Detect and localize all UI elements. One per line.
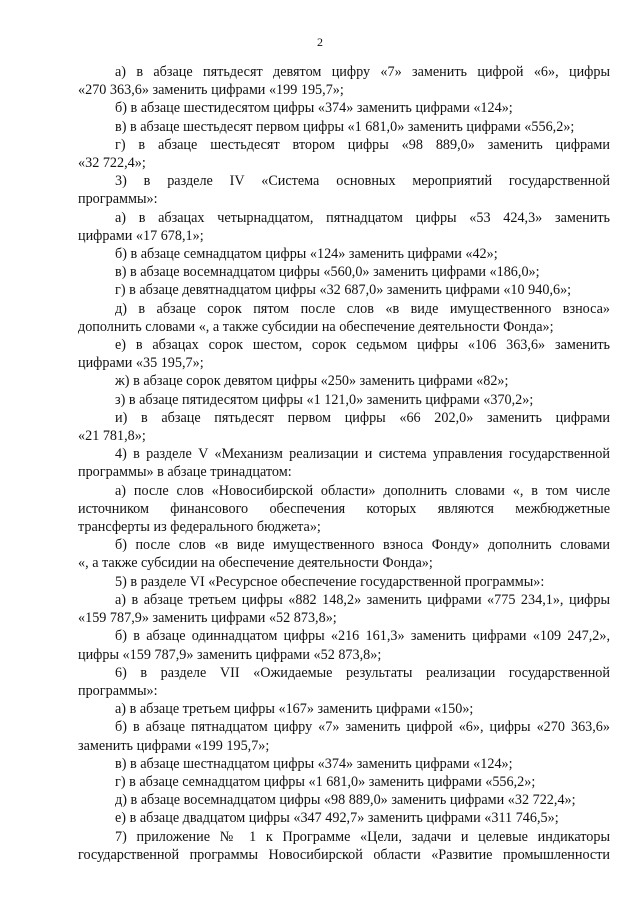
text-line: цифры «159 787,9» заменить цифрами «52 873,8»;: [78, 646, 382, 663]
text-line: цифрами «35 195,7»;: [78, 355, 204, 372]
text-line: г) в абзаце семнадцатом цифры «1 681,0» заменить цифрами «556,2»;: [115, 773, 536, 790]
text-line: «159 787,9» заменить цифрами «52 873,8»;: [78, 610, 337, 627]
text-line: 4) в разделе V «Механизм реализации и система управления государственной: [115, 446, 610, 463]
text-line: 3) в разделе IV «Система основных мероприятий государственной: [115, 173, 610, 190]
text-line: д) в абзаце сорок пятом после слов «в виде имущественного взноса»: [115, 300, 610, 317]
text-line: а) после слов «Новосибирской области» дополнить словами «, в том числе: [115, 482, 610, 499]
text-line: 7) приложение № 1 к Программе «Цели, задачи и целевые индикаторы: [115, 828, 610, 845]
text-line: и) в абзаце пятьдесят первом цифры «66 202,0» заменить цифрами: [115, 409, 610, 426]
text-line: цифрами «17 678,1»;: [78, 227, 204, 244]
text-line: г) в абзаце девятнадцатом цифры «32 687,0» заменить цифрами «10 940,6»;: [115, 282, 572, 299]
text-line: «270 363,6» заменить цифрами «199 195,7»;: [78, 82, 344, 99]
text-line: б) в абзаце одиннадцатом цифры «216 161,3» заменить цифрами «109 247,2»,: [115, 628, 610, 645]
text-line: а) в абзацах четырнадцатом, пятнадцатом цифры «53 424,3» заменить: [115, 209, 610, 226]
text-line: государственной программы Новосибирской области «Развитие промышленности: [78, 846, 610, 863]
text-line: д) в абзаце восемнадцатом цифры «98 889,0» заменить цифрами «32 722,4»;: [115, 792, 576, 809]
text-line: дополнить словами «, а также субсидии на обеспечение деятельности Фонда»;: [78, 318, 554, 335]
text-line: а) в абзаце пятьдесят девятом цифру «7» заменить цифрой «6», цифры: [115, 64, 610, 80]
text-line: «21 781,8»;: [78, 428, 146, 445]
text-line: б) в абзаце пятнадцатом цифру «7» заменить цифрой «6», цифры «270 363,6»: [115, 719, 610, 736]
text-line: программы»:: [78, 191, 158, 208]
text-line: ж) в абзаце сорок девятом цифры «250» заменить цифрами «82»;: [115, 373, 509, 390]
text-line: программы» в абзаце тринадцатом:: [78, 464, 292, 481]
text-line: трансферты из федерального бюджета»;: [78, 519, 321, 536]
text-line: 6) в разделе VII «Ожидаемые результаты реализации государственной: [115, 664, 610, 681]
text-line: программы»:: [78, 682, 158, 699]
text-line: б) в абзаце шестидесятом цифры «374» заменить цифрами «124»;: [115, 100, 513, 117]
text-line: в) в абзаце восемнадцатом цифры «560,0» заменить цифрами «186,0»;: [115, 264, 540, 281]
text-line: б) в абзаце семнадцатом цифры «124» заменить цифрами «42»;: [115, 246, 498, 263]
text-line: б) после слов «в виде имущественного взноса Фонду» дополнить словами: [115, 537, 610, 554]
text-line: е) в абзаце двадцатом цифры «347 492,7» заменить цифрами «311 746,5»;: [115, 810, 559, 827]
document-body: [78, 63, 610, 864]
text-line: в) в абзаце шестьдесят первом цифры «1 681,0» заменить цифрами «556,2»;: [115, 118, 575, 135]
text-line: заменить цифрами «199 195,7»;: [78, 737, 270, 754]
text-line: а) в абзаце третьем цифры «167» заменить цифрами «150»;: [115, 701, 474, 718]
text-line: з) в абзаце пятидесятом цифры «1 121,0» заменить цифрами «370,2»;: [115, 391, 534, 408]
text-line: 5) в разделе VI «Ресурсное обеспечение государственной программы»:: [115, 573, 545, 590]
page-number: 2: [317, 35, 323, 49]
text-line: е) в абзацах сорок шестом, сорок седьмом цифры «106 363,6» заменить: [115, 337, 610, 354]
text-line: «, а также субсидии на обеспечение деятельности Фонда»;: [78, 555, 433, 572]
text-line: а) в абзаце третьем цифры «882 148,2» заменить цифрами «775 234,1», цифры: [115, 591, 610, 608]
text-line: в) в абзаце шестнадцатом цифры «374» заменить цифрами «124»;: [115, 755, 513, 772]
text-line: источником финансового обеспечения которых являются межбюджетные: [78, 500, 610, 517]
text-line: г) в абзаце шестьдесят втором цифры «98 889,0» заменить цифрами: [115, 136, 610, 153]
text-line: «32 722,4»;: [78, 155, 146, 172]
